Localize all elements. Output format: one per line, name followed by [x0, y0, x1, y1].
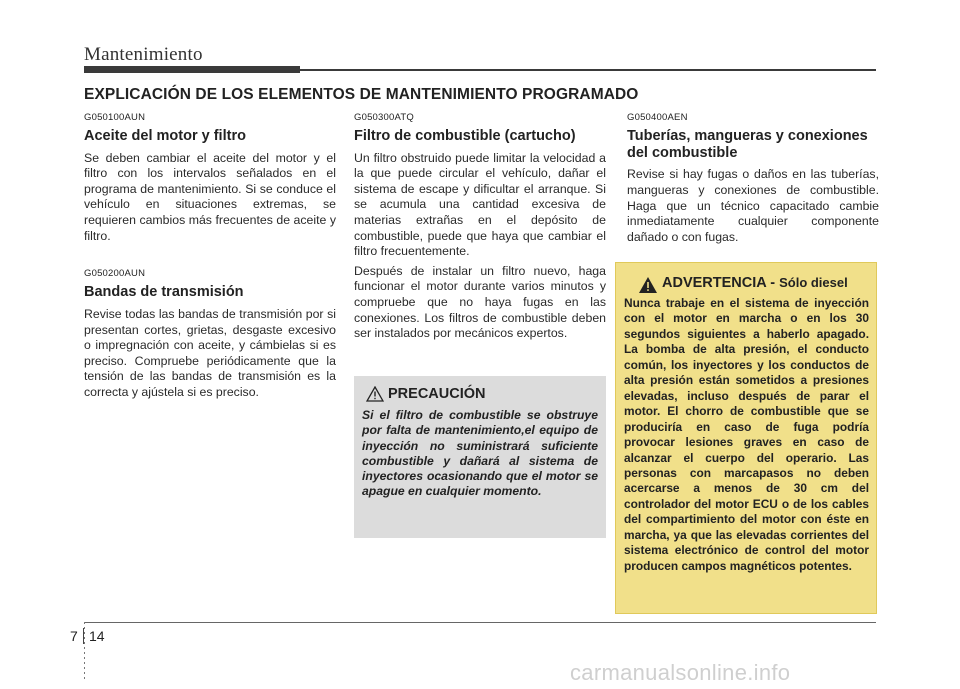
warning-triangle-outline-icon — [366, 386, 384, 402]
page-number: 14 — [89, 628, 105, 644]
header-rule — [300, 69, 876, 71]
section-text: Después de instalar un filtro nuevo, haga funcionar el motor durante varios minutos y compruebe que no haya fugas en las conexiones. Los filtros de combustible deben ser instalados por mecánicos expertos. — [354, 263, 606, 341]
warning-title — [662, 275, 848, 291]
warning-title-main: ADVERTENCIA - — [662, 275, 776, 291]
warning-triangle-filled-icon — [638, 276, 658, 294]
page-header-title: Mantenimiento — [84, 44, 203, 65]
column-left — [84, 112, 336, 404]
column-right — [627, 112, 879, 249]
warning-title-sub: Sólo diesel — [779, 275, 848, 290]
chapter-number: 7 — [70, 628, 78, 644]
page-separator — [83, 628, 84, 644]
section-title: Filtro de combustible (cartucho) — [354, 128, 576, 144]
section-title: Tuberías, mangueras y conexiones del combustible — [627, 128, 868, 161]
section-text: Un filtro obstruido puede limitar la velocidad a la que puede circular el vehículo, dañar el sistema de escape y dificultar el arranque. Si se acumula una cantidad excesiva de materias extrañas en el depósito de combustible, puede que haya que cambiar el filtro frecuentemente. — [354, 150, 606, 259]
section-heading: EXPLICACIÓN DE LOS ELEMENTOS DE MANTENIMIENTO PROGRAMADO — [84, 86, 639, 103]
section-code: G050300ATQ — [354, 112, 414, 123]
caution-text: Si el filtro de combustible se obstruye por falta de mantenimiento,el equipo de inyección no suministrará suficiente combustible y dañará al sistema de inyectores ocasionando que el motor se apague en cualquier momento. — [362, 408, 598, 499]
section-text: Se deben cambiar el aceite del motor y el filtro con los intervalos señalados en el programa de mantenimiento. Si se conduce el vehículo en situaciones extremas, se requieren cambios más frecuentes de aceite y filtro. — [84, 150, 336, 243]
section-code: G050200AUN — [84, 268, 146, 280]
section-title: Bandas de transmisión — [84, 284, 244, 301]
caution-box — [354, 376, 606, 538]
footer-dotted-line — [84, 622, 85, 682]
footer-rule — [84, 622, 876, 623]
warning-text: Nunca trabaje en el sistema de inyección con el motor en marcha o en los 30 segundos siguientes a haberlo apagado. La bomba de alta presión, el conducto común, los inyectores y los conductos de alta presión están sometidos a presiones elevadas, incluso después de parar el motor. El chorro de combustible que se produciría en caso de fuga podría provocar lesiones graves en caso de alcanzar el cuerpo del operario. Las personas con marcapasos no deben acercarse a menos de 30 cm del controlador del motor ECU o de los cables del compartimiento del motor con éste en marcha, ya que las elevadas corrientes del sistema electrónico de control del motor producen campos magnéticos potentes. — [624, 296, 869, 573]
section-code: G050400AEN — [627, 112, 688, 123]
header-bar — [84, 66, 300, 73]
column-middle — [354, 112, 606, 346]
caution-title: PRECAUCIÓN — [388, 386, 486, 402]
section-text: Revise todas las bandas de transmisión por si presentan cortes, grietas, desgaste excesivo o impregnación con aceite, y cámbielas si es preciso. Compruebe periódicamente que la tensión de las bandas de transmisión es la correcta y ajústela si es preciso. — [84, 306, 336, 399]
watermark: carmanualsonline.info — [570, 660, 791, 685]
section-text: Revise si hay fugas o daños en las tuberías, mangueras y conexiones de combustible. Haga que un técnico capacitado cambie inmediatamente cualquier componente dañado o con fugas. — [627, 167, 879, 244]
section-code: G050100AUN — [84, 112, 146, 123]
warning-box — [615, 262, 877, 614]
section-title: Aceite del motor y filtro — [84, 128, 246, 144]
